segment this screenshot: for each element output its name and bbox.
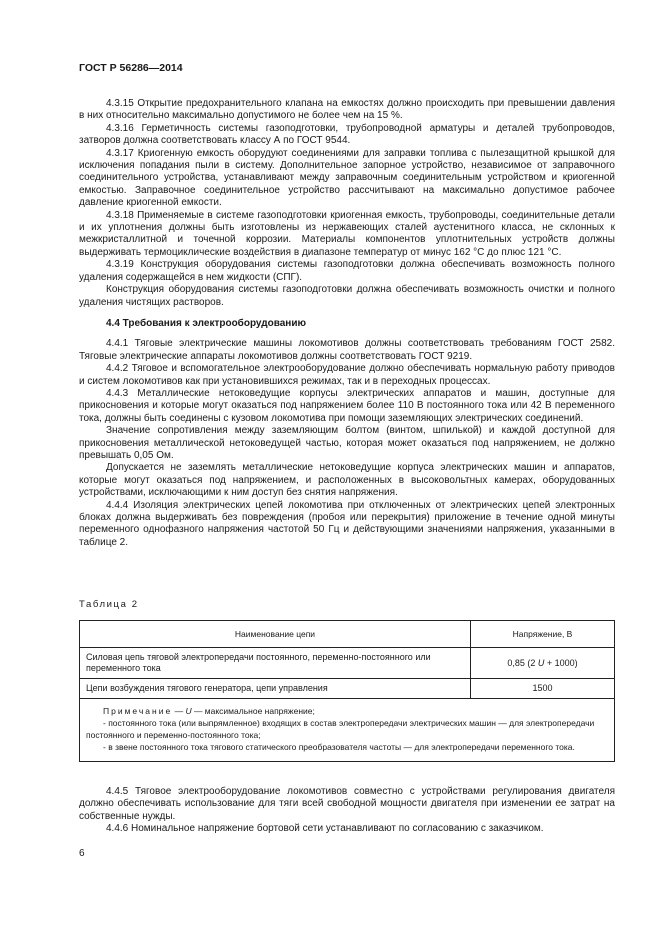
note-variable: U <box>185 706 192 716</box>
paragraph-4-4-6: 4.4.6 Номинальное напряжение бортовой сети устанавливают по согласованию с заказчиком. <box>106 823 544 835</box>
paragraph-4-4-2: 4.4.2 Тяговое и вспомогательное электрооборудование должно обеспечивать нормальную работу приводов и систем локомотивов как при установившихся режимах, так и в переходных процессах. <box>79 363 615 387</box>
table-row <box>80 679 615 699</box>
table-caption: Таблица 2 <box>79 599 139 610</box>
paragraph-grounding-exception: Допускается не заземлять металлические нетоковедущие корпуса электрических машин и аппаратов, которые могут оказаться под напряжением, и расположенных в высоковольтных камерах, оборудованных устройствами, исключающими к ним доступ без снятия напряжения. <box>79 462 615 499</box>
body-text <box>79 98 615 549</box>
document-header: ГОСТ Р 56286—2014 <box>79 62 183 74</box>
note-label: Примечание <box>103 706 173 716</box>
paragraph-4-3-19: 4.3.19 Конструкция оборудования системы газоподготовки должна обеспечивать возможность полного удаления содержащейся в нем жидкости (СПГ). <box>79 259 615 283</box>
note-definition: — максимальное напряжение; <box>191 706 315 716</box>
paragraph-4-3-17: 4.3.17 Криогенную емкость оборудуют соединениями для заправки топлива с пылезащитной крышкой для исключения попадания пыли в систему. Дополнительное запорное устройство, независимое от заправочного соединительного устройства, устанавливают между заправочным соединительным устройством и криогенной емкостью. Заправочное соединительное устройство рассчитывают на максимально допустимое рабочее давление криогенной емкости. <box>79 147 615 209</box>
table-note <box>80 699 615 762</box>
note-dash: — <box>172 706 186 716</box>
circuit-name-cell: Силовая цепь тяговой электропередачи постоянного, переменно-постоянного или переменного тока <box>80 648 471 679</box>
table-row <box>80 648 615 679</box>
voltage-cell: 1500 <box>471 679 615 699</box>
voltage-table <box>79 620 615 762</box>
table-note-row <box>80 699 615 762</box>
note-line-2: - постоянного тока (или выпрямленное) входящих в состав электропередачи электрических машин — для электропередачи постоянного и переменно-постоянного тока; <box>86 718 595 740</box>
paragraph-4-4-3: 4.4.3 Металлические нетоковедущие корпусы электрических аппаратов и машин, доступные для прикосновения и которые могут оказаться под напряжением более 110 В постоянного тока или 42 В переменного тока, должны быть соединены с кузовом локомотива при помощи заземляющих электрических соединений. <box>79 387 615 424</box>
section-title: 4.4 Требования к электрооборудованию <box>106 317 307 329</box>
paragraph-cleaning: Конструкция оборудования системы газоподготовки должна обеспечивать возможность очистки и полного удаления чистящих растворов. <box>79 284 615 308</box>
page-number: 6 <box>79 848 85 859</box>
note-line-3: - в звене постоянного тока тягового статического преобразователя частоты — для электропередачи переменного тока. <box>103 742 575 752</box>
body-text-after-table <box>79 786 615 836</box>
paragraph-resistance: Значение сопротивления между заземляющим болтом (винтом, шпилькой) и каждой доступной для прикосновения металлической нетоковедущей частью, которая может оказаться под напряжением, не должно превышать 0,05 Ом. <box>79 425 615 461</box>
paragraph-4-4-5: 4.4.5 Тяговое электрооборудование локомотивов совместно с устройствами регулирования двигателя должно обеспечивать использование для тяги всей свободной мощности двигателя при изменении ее затрат на собственные нужды. <box>79 786 615 822</box>
column-header-circuit: Наименование цепи <box>80 621 471 648</box>
note-line-1 <box>86 705 608 717</box>
voltage-cell <box>471 648 615 679</box>
circuit-name-cell: Цепи возбуждения тягового генератора, цепи управления <box>80 679 471 699</box>
paragraph-4-4-4: 4.4.4 Изоляция электрических цепей локомотива при отключенных от электрических цепей электронных блоках должна выдерживать без повреждения (пробоя или перекрытия) приложение в течение одной минуты переменного однофазного напряжения частотой 50 Гц и действующими значениями напряжения, указанными в таблице 2. <box>79 499 615 548</box>
paragraph-4-3-16: 4.3.16 Герметичность системы газоподготовки, трубопроводной арматуры и деталей трубопроводов, затворов должна соответствовать классу А по ГОСТ 9544. <box>79 122 615 147</box>
voltage-formula-start: 0,85 (2 <box>507 657 538 668</box>
voltage-formula-end: + 1000) <box>544 657 578 668</box>
paragraph-4-3-18: 4.3.18 Применяемые в системе газоподготовки криогенная емкость, трубопроводы, соединительные детали и их уплотнения должны быть изготовлены из нержавеющих сталей аустенитного класса, не склонных к межкристаллитной и точечной коррозии. Материалы компонентов уплотнительных устройств должны выдерживать термоциклические воздействия в диапазоне температур от минус 162 °С до плюс 121 °С. <box>79 209 615 258</box>
table-header-row <box>80 621 615 648</box>
paragraph-4-3-15: 4.3.15 Открытие предохранительного клапана на емкостях должно происходить при превышении давления в них относительно максимально допустимого не более чем на 15 %. <box>79 98 615 122</box>
voltage-formula-variable: U <box>537 657 545 668</box>
paragraph-4-4-1: 4.4.1 Тяговые электрические машины локомотивов должны соответствовать требованиям ГОСТ 2582. Тяговые электрические аппараты локомотивов должны соответствовать ГОСТ 9219. <box>79 338 615 362</box>
column-header-voltage: Напряжение, В <box>471 621 615 648</box>
